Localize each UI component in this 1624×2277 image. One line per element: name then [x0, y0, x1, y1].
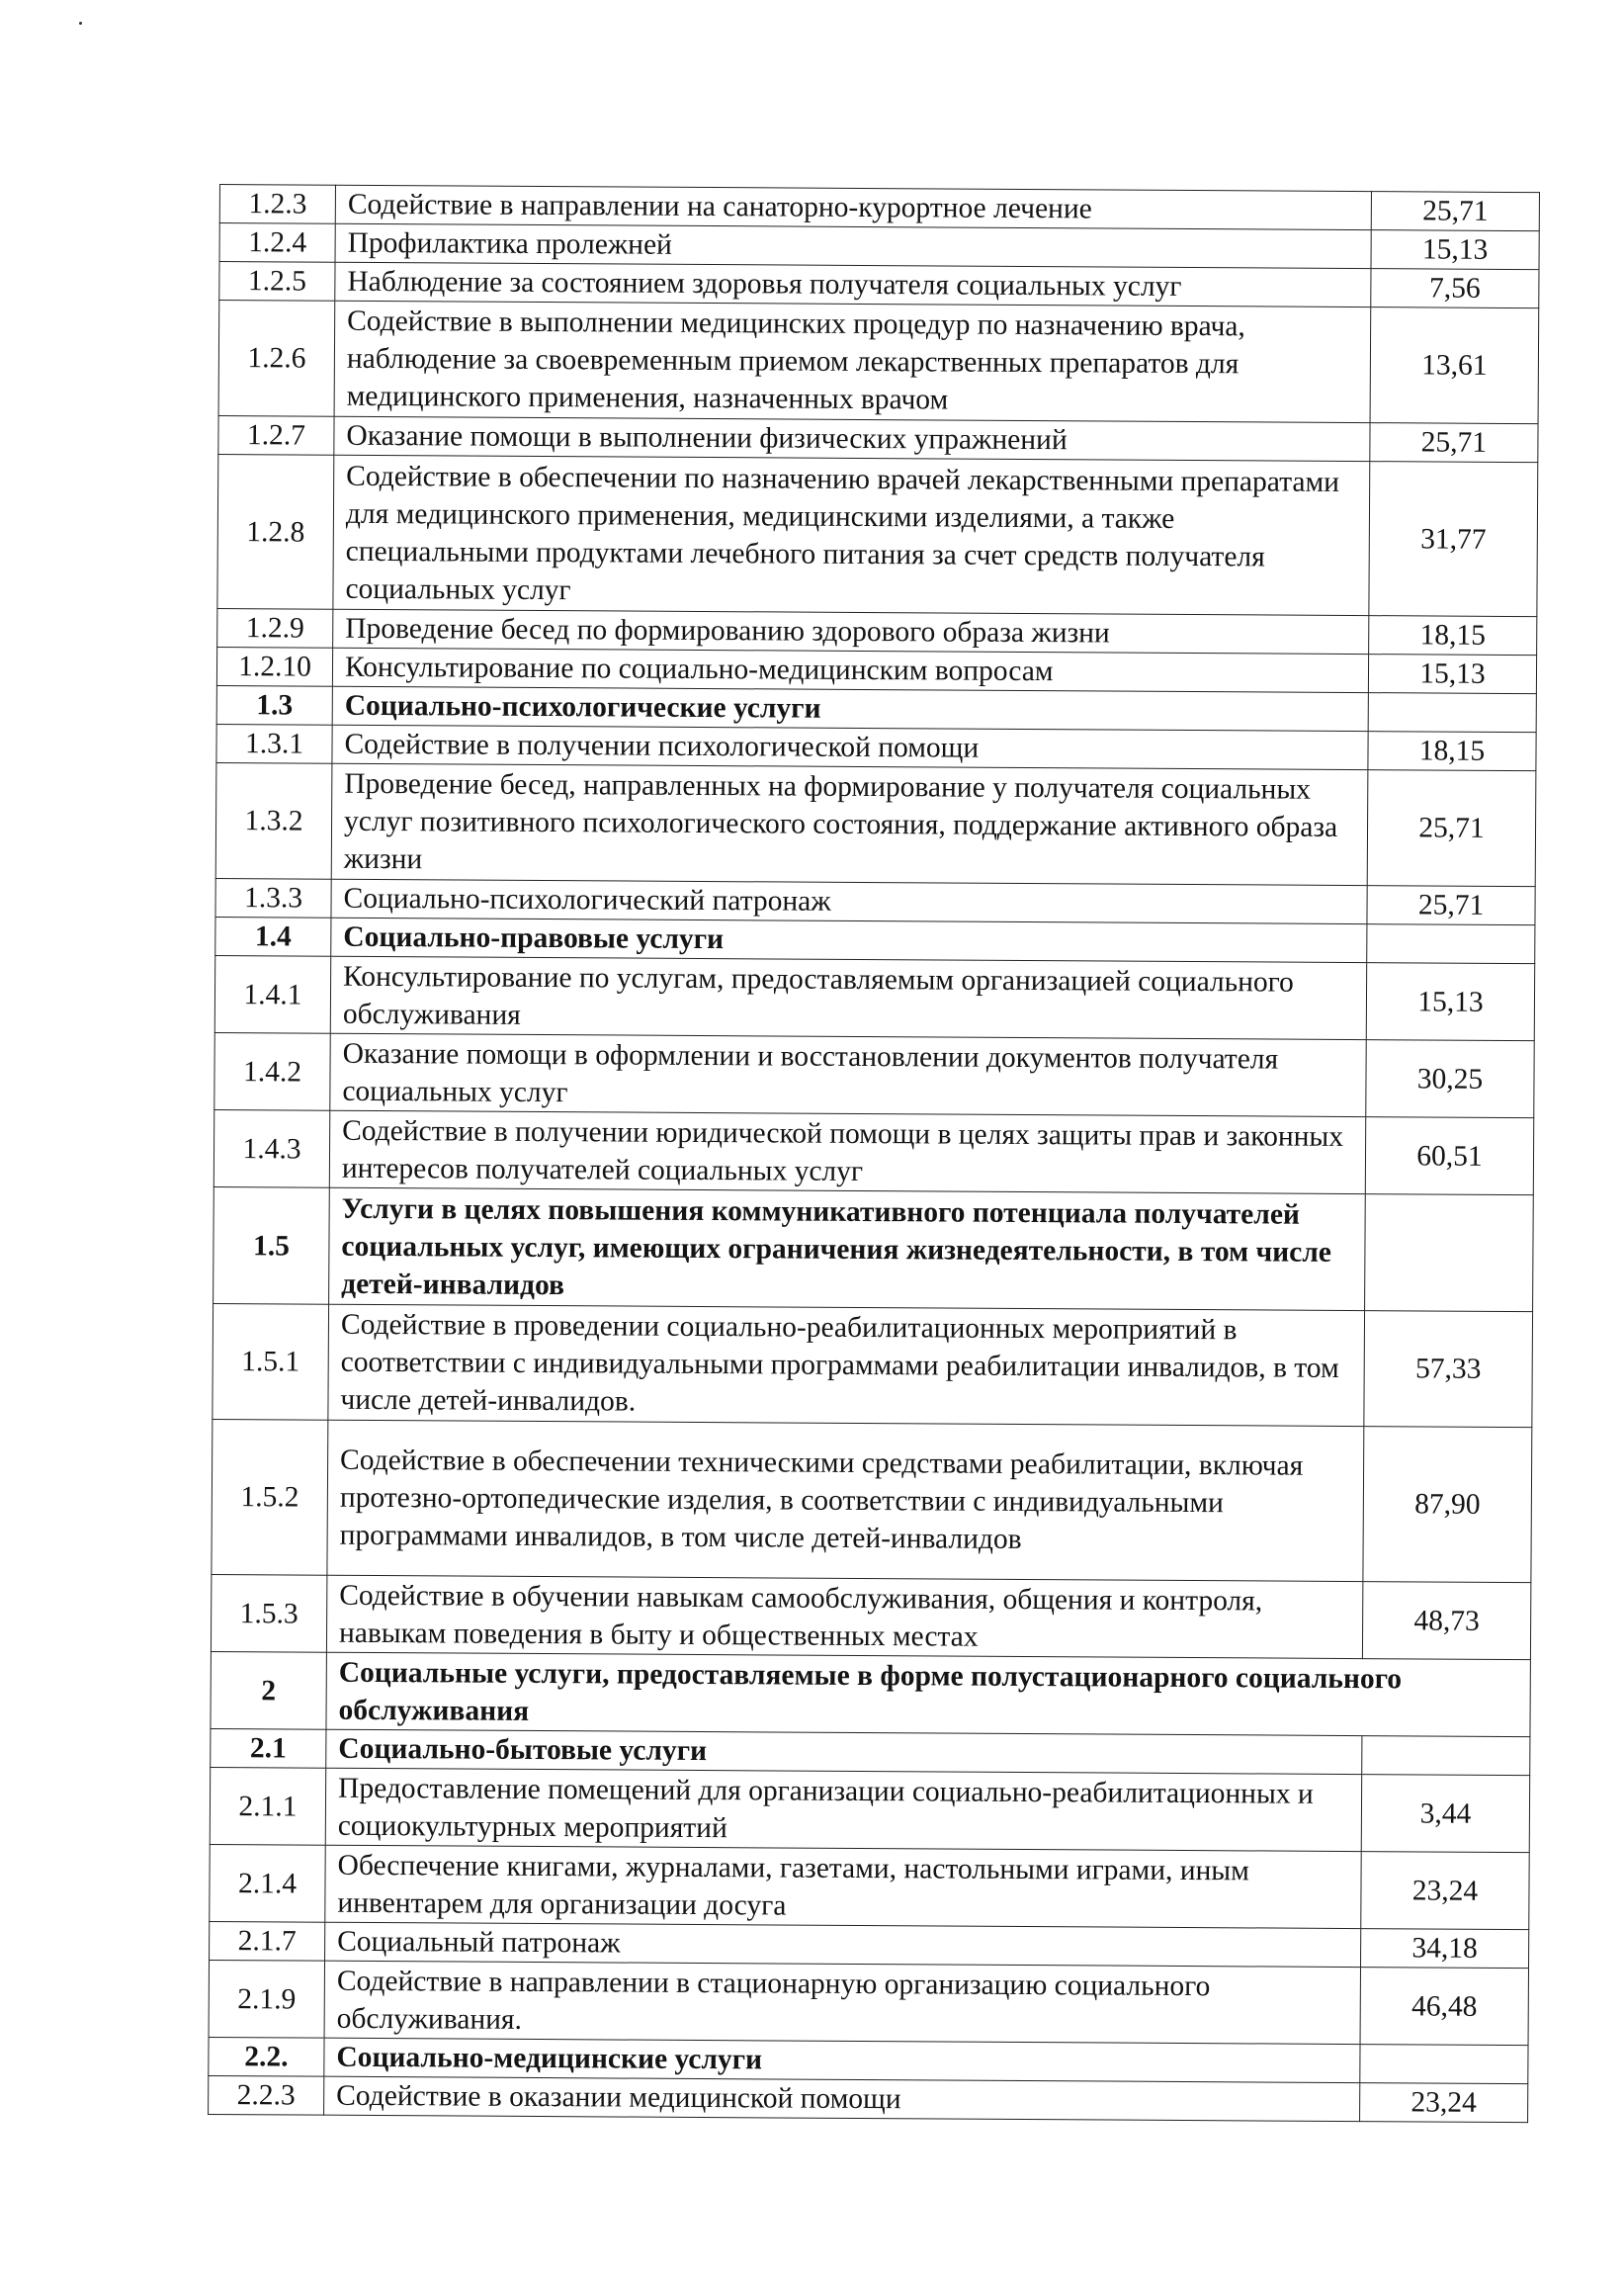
row-number: 2.1.4	[210, 1844, 325, 1922]
service-name: Профилактика пролежней	[335, 223, 1371, 268]
section-row	[214, 1186, 1534, 1311]
row-number: 2.1	[211, 1728, 326, 1768]
service-name: Содействие в получении юридической помощи в целях защиты прав и законных интересов получателей социальных услуг	[329, 1110, 1365, 1193]
service-row	[211, 1574, 1530, 1659]
service-price: 48,73	[1362, 1582, 1530, 1660]
row-number: 1.2.5	[219, 262, 335, 302]
row-number: 1.2.4	[219, 223, 335, 263]
row-number: 1.2.8	[217, 454, 334, 609]
row-number: 1.2.9	[217, 608, 333, 648]
service-price: 25,71	[1370, 423, 1538, 463]
service-name: Проведение бесед по формированию здорового образа жизни	[333, 609, 1369, 654]
services-table-body	[209, 185, 1540, 2123]
row-number: 2	[211, 1651, 326, 1729]
service-name: Оказание помощи в выполнении физических упражнений	[334, 416, 1370, 461]
service-price	[1362, 1736, 1530, 1776]
service-name: Консультирование по социально-медицинским вопросам	[332, 648, 1368, 692]
row-number: 1.3.1	[216, 724, 332, 763]
service-row	[214, 1032, 1534, 1117]
row-number: 1.5	[214, 1186, 330, 1304]
service-name: Содействие в проведении социально-реабилитационных мероприятий в соответствии с индивидуальными программами реабилитации инвалидов, в том числе детей-инвалидов.	[328, 1304, 1365, 1426]
service-row	[209, 2075, 1528, 2122]
row-number: 1.2.3	[219, 185, 335, 224]
service-row	[210, 1844, 1529, 1929]
service-price: 13,61	[1370, 307, 1539, 424]
service-price: 31,77	[1369, 462, 1538, 617]
service-name: Социальный патронаж	[325, 1922, 1361, 1967]
service-price	[1360, 2045, 1528, 2084]
service-price: 60,51	[1365, 1117, 1533, 1195]
service-price: 25,71	[1367, 886, 1535, 925]
row-number: 1.4.1	[214, 955, 330, 1033]
row-number: 1.3	[216, 685, 332, 725]
section-row	[211, 1651, 1530, 1736]
service-name: Содействие в оказании медицинской помощи	[324, 2076, 1360, 2121]
service-row	[214, 1109, 1533, 1194]
row-number: 1.5.2	[212, 1419, 328, 1575]
services-table	[208, 184, 1540, 2123]
service-name: Содействие в направлении на санаторно-курортное лечение	[335, 185, 1371, 229]
service-price: 25,71	[1367, 770, 1536, 887]
service-name: Социально-бытовые услуги	[326, 1729, 1362, 1774]
service-name: Содействие в получении психологической помощи	[332, 725, 1368, 769]
service-row	[210, 1767, 1529, 1852]
row-number: 1.5.1	[213, 1303, 329, 1420]
service-price: 30,25	[1366, 1040, 1534, 1118]
service-name: Предоставление помещений для организации социально-реабилитационных и социокультурных мероприятий	[325, 1768, 1361, 1851]
service-price	[1365, 1194, 1534, 1312]
row-number: 2.1.1	[210, 1767, 325, 1845]
document-sheet	[208, 184, 1539, 2123]
service-name: Консультирование по услугам, предоставляемым организацией социального обслуживания	[330, 956, 1366, 1039]
row-number: 1.5.3	[211, 1574, 326, 1652]
service-name: Обеспечение книгами, журналами, газетами, настольными играми, иным инвентарем для организации досуга	[325, 1845, 1361, 1928]
row-number: 1.2.10	[216, 647, 332, 686]
service-name: Социально-правовые услуги	[331, 918, 1367, 962]
service-name: Содействие в выполнении медицинских процедур по назначению врача, наблюдение за своевременным приемом лекарственных препаратов для медицинского применения, назначенных врачом	[334, 301, 1371, 422]
service-name: Социально-медицинские услуги	[324, 2038, 1360, 2082]
service-row	[217, 454, 1538, 616]
row-number: 2.2.3	[209, 2075, 324, 2115]
service-name: Социально-психологические услуги	[332, 686, 1368, 731]
service-row	[213, 1303, 1533, 1427]
row-number: 2.2.	[209, 2037, 324, 2076]
service-name: Услуги в целях повышения коммуникативного потенциала получателей социальных услуг, имеющих ограничения жизнедеятельности, в том числе детей-инвалидов	[329, 1187, 1366, 1310]
row-number: 1.4	[215, 917, 331, 956]
service-price: 15,13	[1368, 655, 1536, 694]
service-price: 15,13	[1366, 963, 1534, 1041]
service-name: Социальные услуги, предоставляемые в форме полустационарного социального обслуживания	[326, 1652, 1530, 1736]
row-number: 1.3.2	[215, 762, 332, 879]
row-number: 1.2.6	[218, 301, 335, 417]
row-number: 1.4.3	[214, 1109, 329, 1187]
scan-speck	[79, 22, 82, 25]
service-name: Проведение бесед, направленных на формирование у получателя социальных услуг позитивного психологического состояния, поддержание активного образа жизни	[331, 763, 1368, 885]
service-row	[215, 762, 1536, 886]
service-row	[218, 301, 1539, 424]
service-price: 25,71	[1371, 192, 1539, 231]
service-name: Наблюдение за состоянием здоровья получателя социальных услуг	[335, 262, 1371, 307]
row-number: 1.2.7	[218, 415, 334, 455]
service-name: Социально-психологический патронаж	[331, 879, 1367, 923]
service-row	[214, 955, 1534, 1040]
service-name: Содействие в направлении в стационарную организацию социального обслуживания.	[324, 1961, 1360, 2044]
service-price: 18,15	[1369, 616, 1537, 656]
service-price: 23,24	[1360, 2083, 1528, 2123]
service-price: 3,44	[1361, 1775, 1529, 1853]
service-price: 15,13	[1371, 230, 1539, 270]
service-name: Содействие в обеспечении техническими средствами реабилитации, включая протезно-ортопедические изделия, в соответствии с индивидуальными программами инвалидов, в том числе детей-инвалидов	[327, 1420, 1364, 1581]
row-number: 2.1.9	[209, 1960, 324, 2038]
service-price	[1368, 693, 1536, 733]
row-number: 1.3.3	[215, 878, 331, 918]
service-price: 46,48	[1360, 1968, 1528, 2046]
service-price: 18,15	[1368, 732, 1536, 771]
row-number: 1.4.2	[214, 1032, 330, 1110]
service-name: Содействие в обучении навыкам самообслуживания, общения и контроля, навыкам поведения в быту и общественных местах	[326, 1575, 1362, 1658]
service-name: Содействие в обеспечении по назначению врачей лекарственными препаратами для медицинского применения, медицинскими изделиями, а также специальными продуктами лечебного питания за счет средств получателя социальных услуг	[333, 455, 1370, 615]
service-price: 23,24	[1361, 1852, 1529, 1930]
service-row	[212, 1419, 1532, 1582]
service-price	[1367, 924, 1535, 964]
service-name: Оказание помощи в оформлении и восстановлении документов получателя социальных услуг	[330, 1033, 1366, 1116]
service-price: 87,90	[1363, 1427, 1532, 1583]
row-number: 2.1.7	[210, 1921, 325, 1961]
service-price: 57,33	[1364, 1311, 1533, 1428]
service-price: 34,18	[1361, 1929, 1529, 1969]
service-row	[209, 1960, 1528, 2045]
service-price: 7,56	[1371, 269, 1539, 308]
